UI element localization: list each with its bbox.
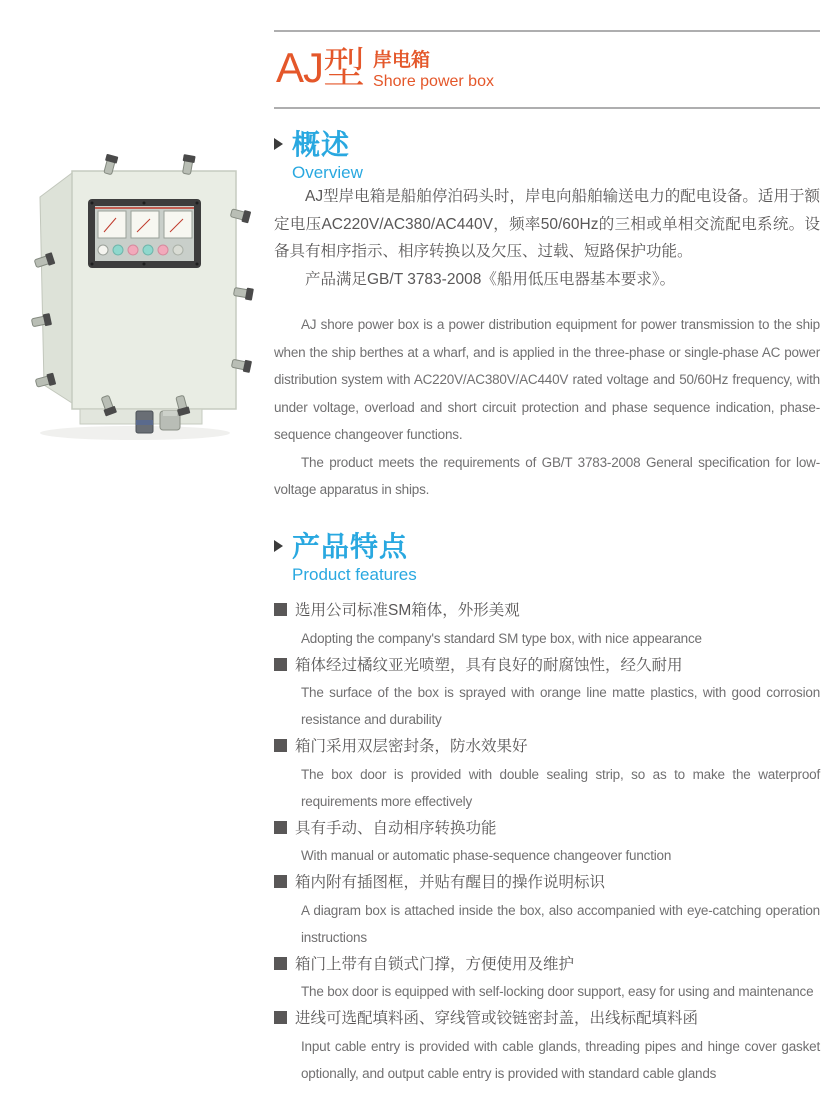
header-divider-top	[274, 30, 820, 32]
bullet-square-icon	[274, 821, 287, 834]
features-heading-en: Product features	[292, 565, 417, 584]
feature-title-zh	[274, 652, 820, 680]
bullet-square-icon	[274, 658, 287, 671]
feature-item	[274, 951, 820, 1006]
indicator-light	[143, 245, 153, 255]
feature-item	[274, 869, 820, 951]
indicator-light	[128, 245, 138, 255]
panel-meter	[131, 211, 159, 238]
feature-text-zh: 箱内附有插图框，并贴有醒目的操作说明标识	[295, 874, 606, 891]
feature-title-zh	[274, 869, 820, 897]
feature-title-zh	[274, 733, 820, 761]
indicator-light	[158, 245, 168, 255]
overview-chinese-text	[274, 183, 820, 293]
feature-text-zh: 具有手动、自动相序转换功能	[295, 819, 497, 837]
feature-text-en: The box door is provided with double sealing strip, so as to make the waterproof requirements more effectively	[301, 766, 820, 809]
feature-text-zh: 箱体经过橘纹亚光喷塑，具有良好的耐腐蚀性，经久耐用	[295, 656, 683, 674]
panel-meter	[98, 211, 126, 238]
bullet-square-icon	[274, 739, 287, 752]
indicator-light	[98, 245, 108, 255]
overview-heading-zh: 概述	[292, 129, 351, 160]
overview-paragraph-zh: AJ型岸电箱是船舶停泊码头时，岸电向船舶输送电力的配电设备。适用于额定电压AC220V/AC380/AC440V，频率50/60Hz的三相或单相交流配电系统。设备具有相序指示、相序转换以及欠压、过载、短路保护功能。	[274, 188, 820, 260]
feature-title-zh	[274, 815, 820, 843]
feature-title-zh	[274, 1005, 820, 1033]
feature-text-en: With manual or automatic phase-sequence changeover function	[301, 848, 672, 863]
feature-item	[274, 733, 820, 815]
feature-text-en: The surface of the box is sprayed with orange line matte plastics, with good corrosion resistance and durability	[301, 685, 820, 727]
meter-window	[88, 199, 201, 268]
feature-text-en: A diagram box is attached inside the box, also accompanied with eye-catching operation instructions	[301, 902, 820, 945]
feature-item	[274, 1005, 820, 1087]
cable-gland	[136, 411, 153, 433]
section-marker-icon	[274, 540, 283, 552]
indicator-light	[113, 245, 123, 255]
feature-text-zh: 箱门采用双层密封条，防水效果好	[295, 738, 528, 755]
bullet-square-icon	[274, 1011, 287, 1024]
bullet-square-icon	[274, 603, 287, 616]
panel-meter	[164, 211, 192, 238]
product-title	[276, 44, 494, 92]
feature-title-zh	[274, 597, 820, 625]
section-marker-icon	[274, 138, 283, 150]
features-heading-zh: 产品特点	[292, 531, 409, 562]
feature-item	[274, 652, 820, 734]
product-photo	[10, 143, 256, 445]
overview-section-heading	[274, 129, 363, 183]
overview-paragraph-en: The product meets the requirements of GB/T 3783-2008 General specification for low-voltage apparatus in ships.	[274, 454, 820, 497]
bullet-square-icon	[274, 875, 287, 888]
header-divider-bottom	[274, 107, 820, 109]
feature-text-zh: 进线可选配填料函、穿线管或铰链密封盖，出线标配填料函	[295, 1010, 699, 1027]
feature-item	[274, 815, 820, 870]
box-side-panel	[40, 173, 72, 403]
overview-paragraph-en: AJ shore power box is a power distribution equipment for power transmission to the ship when the ship berthes at a wharf, and is applied in the three-phase or single-phase AC power distribution system with AC220V/AC380V/AC440V rated voltage and 50/60Hz frequency, with under voltage, overload and short circuit protection and phase sequence indication, phase-sequence changeover functions.	[274, 317, 820, 442]
features-list	[274, 597, 820, 1087]
product-model: AJ型	[276, 44, 365, 91]
feature-text-zh: 箱门上带有自锁式门撑，方便使用及维护	[295, 955, 575, 973]
feature-text-zh: 选用公司标准SM箱体，外形美观	[295, 602, 520, 619]
features-section-heading	[274, 531, 417, 585]
product-name-zh: 岸电箱	[373, 49, 431, 71]
product-name-en: Shore power box	[373, 72, 494, 90]
feature-item	[274, 597, 820, 652]
overview-paragraph-zh: 产品满足GB/T 3783-2008《船用低压电器基本要求》。	[305, 270, 676, 288]
overview-english-text	[274, 311, 820, 504]
feature-text-en: Adopting the company's standard SM type box, with nice appearance	[301, 630, 702, 646]
feature-title-zh	[274, 951, 820, 979]
indicator-light	[173, 245, 183, 255]
bullet-square-icon	[274, 957, 287, 970]
feature-text-en: Input cable entry is provided with cable glands, threading pipes and hinge cover gasket optionally, and output cable entry is provided with standard cable glands	[301, 1038, 820, 1081]
feature-text-en: The box door is equipped with self-locking door support, easy for using and maintenance	[301, 984, 814, 999]
overview-heading-en: Overview	[292, 163, 363, 182]
photo-shadow	[40, 426, 230, 440]
cable-gland	[160, 411, 180, 430]
